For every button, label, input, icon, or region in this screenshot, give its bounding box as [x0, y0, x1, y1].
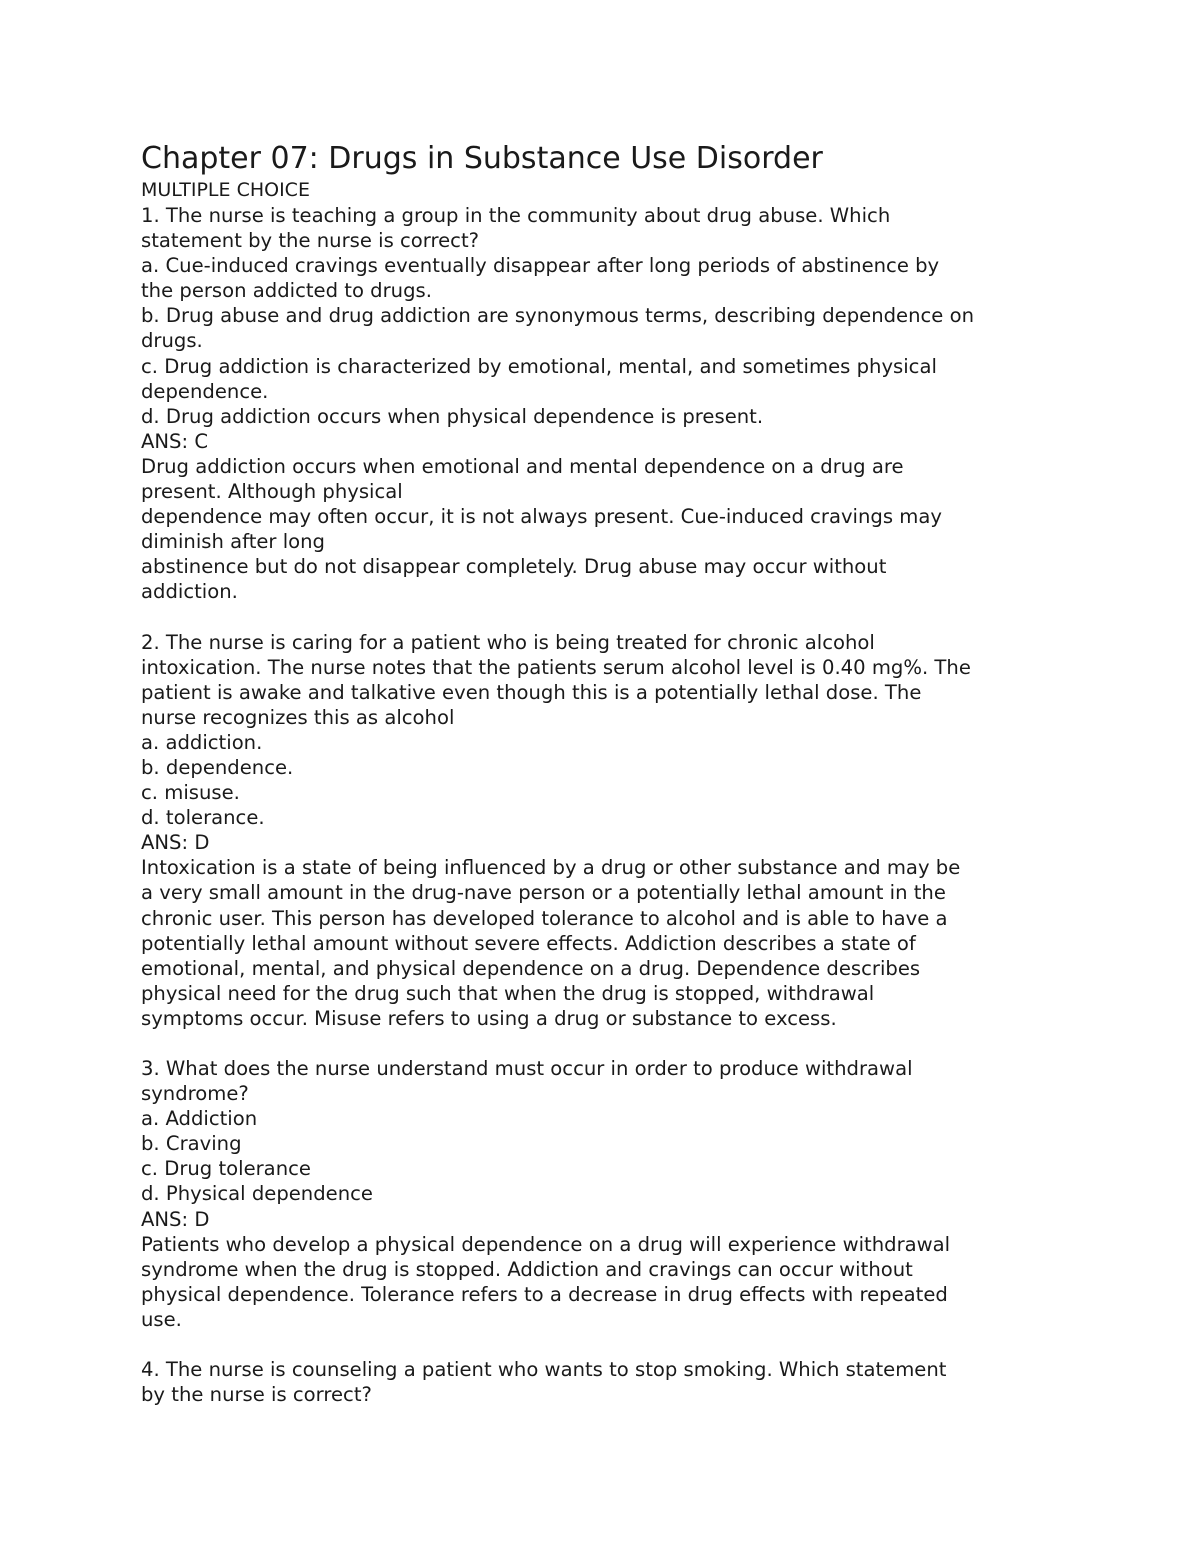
- question-spacer: [141, 1031, 1066, 1056]
- text-line: Patients who develop a physical dependence on a drug will experience withdrawal: [141, 1232, 951, 1256]
- question-spacer: [141, 605, 1066, 630]
- text-line: patient is awake and talkative even though this is a potentially lethal dose. The: [141, 680, 922, 704]
- text-line: d. Physical dependence: [141, 1182, 373, 1206]
- text-line: d. Drug addiction occurs when physical dependence is present.: [141, 404, 764, 428]
- text-line: d. tolerance.: [141, 806, 265, 830]
- text-line: c. Drug tolerance: [141, 1157, 311, 1181]
- text-line: b. dependence.: [141, 755, 294, 779]
- text-line: a. Cue-induced cravings eventually disappear after long periods of abstinence by: [141, 254, 940, 278]
- question-block: [141, 1357, 1066, 1407]
- text-line: b. Drug abuse and drug addiction are synonymous terms, describing dependence on: [141, 304, 974, 328]
- text-line: ANS: D: [141, 831, 210, 855]
- question-block: [141, 630, 1066, 1032]
- text-line: abstinence but do not disappear completely. Drug abuse may occur without: [141, 555, 887, 579]
- text-line: a. addiction.: [141, 730, 263, 754]
- question-block: [141, 1056, 1066, 1332]
- text-line: statement by the nurse is correct?: [141, 229, 480, 253]
- text-line: by the nurse is correct?: [141, 1383, 372, 1407]
- text-line: emotional, mental, and physical dependence on a drug. Dependence describes: [141, 956, 921, 980]
- text-line: a. Addiction: [141, 1107, 258, 1131]
- text-line: nurse recognizes this as alcohol: [141, 705, 455, 729]
- text-line: the person addicted to drugs.: [141, 279, 432, 303]
- text-line: a very small amount in the drug-nave person or a potentially lethal amount in the: [141, 881, 946, 905]
- text-line: 2. The nurse is caring for a patient who is being treated for chronic alcohol: [141, 630, 875, 654]
- text-line: diminish after long: [141, 530, 325, 554]
- text-line: physical dependence. Tolerance refers to a decrease in drug effects with repeated: [141, 1282, 948, 1306]
- text-line: use.: [141, 1307, 182, 1331]
- text-line: 4. The nurse is counseling a patient who wants to stop smoking. Which statement: [141, 1358, 947, 1382]
- question-block: [141, 203, 1066, 605]
- text-line: syndrome?: [141, 1082, 249, 1106]
- text-line: b. Craving: [141, 1132, 242, 1156]
- text-line: physical need for the drug such that when the drug is stopped, withdrawal: [141, 981, 875, 1005]
- chapter-title: Chapter 07: Drugs in Substance Use Disorder: [141, 141, 823, 176]
- text-line: present. Although physical: [141, 480, 403, 504]
- text-line: 1. The nurse is teaching a group in the community about drug abuse. Which: [141, 204, 891, 227]
- text-line: 3. What does the nurse understand must occur in order to produce withdrawal: [141, 1057, 913, 1080]
- text-line: chronic user. This person has developed tolerance to alcohol and is able to have a: [141, 906, 948, 930]
- text-line: syndrome when the drug is stopped. Addiction and cravings can occur without: [141, 1257, 913, 1281]
- question-list: [141, 203, 1066, 1407]
- section-heading: MULTIPLE CHOICE: [141, 179, 310, 201]
- text-line: intoxication. The nurse notes that the patients serum alcohol level is 0.40 mg%. The: [141, 655, 971, 679]
- text-line: Intoxication is a state of being influenced by a drug or other substance and may be: [141, 856, 961, 880]
- document-page: [141, 140, 1066, 1407]
- text-line: ANS: D: [141, 1207, 210, 1231]
- text-line: addiction.: [141, 580, 238, 604]
- text-line: symptoms occur. Misuse refers to using a drug or substance to excess.: [141, 1006, 837, 1030]
- text-line: c. misuse.: [141, 781, 240, 805]
- text-line: ANS: C: [141, 429, 209, 453]
- text-line: c. Drug addiction is characterized by emotional, mental, and sometimes physical: [141, 354, 937, 378]
- text-line: dependence.: [141, 379, 269, 403]
- text-line: dependence may often occur, it is not always present. Cue-induced cravings may: [141, 505, 942, 529]
- question-spacer: [141, 1332, 1066, 1357]
- text-line: Drug addiction occurs when emotional and mental dependence on a drug are: [141, 454, 904, 478]
- text-line: potentially lethal amount without severe effects. Addiction describes a state of: [141, 931, 916, 955]
- text-line: drugs.: [141, 329, 203, 353]
